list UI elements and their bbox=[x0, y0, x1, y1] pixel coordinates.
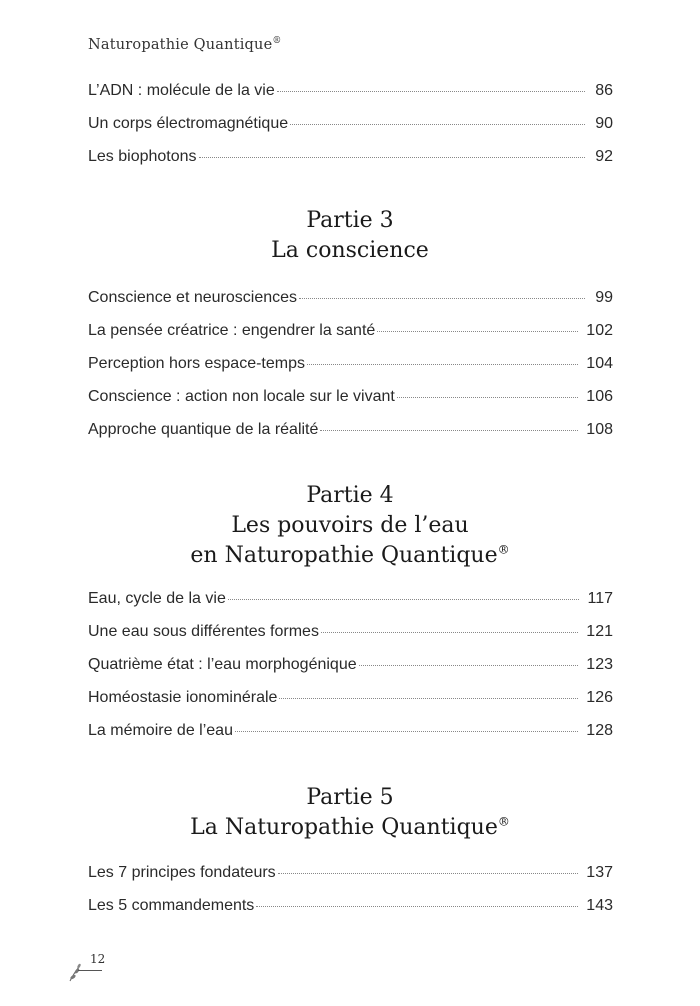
toc-entry-page: 123 bbox=[586, 656, 613, 673]
page-number: 12 bbox=[90, 952, 106, 966]
toc-entry-title: Une eau sous différentes formes bbox=[88, 623, 319, 640]
dot-leader bbox=[321, 632, 578, 633]
toc-entry-title: Les biophotons bbox=[88, 148, 197, 165]
toc-entry[interactable] bbox=[88, 115, 613, 148]
toc-entry-page: 108 bbox=[586, 421, 613, 438]
toc-section-part-4 bbox=[88, 590, 613, 755]
toc-entry-title: La mémoire de l’eau bbox=[88, 722, 233, 739]
toc-entry[interactable] bbox=[88, 689, 613, 722]
toc-entry-page: 106 bbox=[586, 388, 613, 405]
toc-entry[interactable] bbox=[88, 388, 613, 421]
toc-entry[interactable] bbox=[88, 656, 613, 689]
part-3-heading bbox=[0, 206, 700, 266]
toc-entry[interactable] bbox=[88, 148, 613, 181]
dot-leader bbox=[290, 124, 585, 125]
toc-entry[interactable] bbox=[88, 421, 613, 454]
dot-leader bbox=[359, 665, 579, 666]
dot-leader bbox=[397, 397, 578, 398]
toc-entry-title: Les 5 commandements bbox=[88, 897, 255, 914]
toc-entry-page: 92 bbox=[595, 148, 613, 165]
toc-section-part-5 bbox=[88, 864, 613, 930]
dot-leader bbox=[307, 364, 578, 365]
dot-leader bbox=[299, 298, 585, 299]
dot-leader bbox=[320, 430, 578, 431]
registered-mark: ® bbox=[497, 542, 510, 557]
toc-section-continuation bbox=[88, 82, 613, 181]
toc-entry-title: Homéostasie ionominérale bbox=[88, 689, 278, 706]
toc-entry-title: Approche quantique de la réalité bbox=[88, 421, 319, 438]
dot-leader bbox=[277, 91, 585, 92]
running-title: Naturopathie Quantique bbox=[88, 36, 273, 53]
dot-leader bbox=[199, 157, 585, 158]
dot-leader bbox=[235, 731, 578, 732]
toc-entry-title: Un corps électromagnétique bbox=[88, 115, 289, 132]
toc-entry[interactable] bbox=[88, 82, 613, 115]
running-header bbox=[88, 36, 282, 53]
dot-leader bbox=[377, 331, 578, 332]
toc-entry-page: 99 bbox=[595, 289, 613, 306]
toc-entry[interactable] bbox=[88, 623, 613, 656]
toc-entry[interactable] bbox=[88, 289, 613, 322]
toc-entry[interactable] bbox=[88, 864, 613, 897]
footer-rule bbox=[78, 970, 102, 971]
toc-entry-title: L’ADN : molécule de la vie bbox=[88, 82, 275, 99]
toc-entry-page: 128 bbox=[586, 722, 613, 739]
toc-entry-title: Eau, cycle de la vie bbox=[88, 590, 226, 607]
toc-entry-page: 104 bbox=[586, 355, 613, 372]
toc-entry-page: 143 bbox=[586, 897, 613, 914]
toc-section-part-3 bbox=[88, 289, 613, 454]
leaf-icon bbox=[68, 960, 82, 987]
page-footer bbox=[68, 952, 108, 986]
toc-entry-title: Conscience : action non locale sur le vivant bbox=[88, 388, 395, 405]
toc-entry-page: 126 bbox=[586, 689, 613, 706]
part-title: Les pouvoirs de l’eau bbox=[231, 513, 469, 538]
toc-entry[interactable] bbox=[88, 722, 613, 755]
registered-mark: ® bbox=[497, 814, 510, 829]
toc-entry-title: Conscience et neurosciences bbox=[88, 289, 298, 306]
registered-mark: ® bbox=[272, 36, 282, 46]
toc-entry-page: 117 bbox=[587, 590, 613, 607]
part-title: La Naturopathie Quantique bbox=[190, 815, 498, 840]
part-5-heading bbox=[0, 783, 700, 843]
part-label: Partie 4 bbox=[306, 483, 394, 508]
dot-leader bbox=[256, 906, 578, 907]
part-4-heading bbox=[0, 481, 700, 571]
toc-entry-page: 121 bbox=[586, 623, 613, 640]
toc-entry-title: Les 7 principes fondateurs bbox=[88, 864, 276, 881]
toc-entry-page: 90 bbox=[595, 115, 613, 132]
toc-entry[interactable] bbox=[88, 355, 613, 388]
toc-entry-page: 102 bbox=[586, 322, 613, 339]
part-label: Partie 5 bbox=[306, 785, 394, 810]
dot-leader bbox=[228, 599, 580, 600]
part-title: La conscience bbox=[271, 238, 429, 263]
toc-entry[interactable] bbox=[88, 590, 613, 623]
toc-entry[interactable] bbox=[88, 322, 613, 355]
toc-entry-page: 86 bbox=[595, 82, 613, 99]
toc-entry-page: 137 bbox=[586, 864, 613, 881]
dot-leader bbox=[278, 873, 579, 874]
toc-entry-title: La pensée créatrice : engendrer la santé bbox=[88, 322, 376, 339]
toc-entry[interactable] bbox=[88, 897, 613, 930]
part-title: en Naturopathie Quantique bbox=[190, 543, 498, 568]
toc-entry-title: Quatrième état : l’eau morphogénique bbox=[88, 656, 357, 673]
toc-entry-title: Perception hors espace-temps bbox=[88, 355, 305, 372]
part-label: Partie 3 bbox=[306, 208, 394, 233]
dot-leader bbox=[279, 698, 578, 699]
